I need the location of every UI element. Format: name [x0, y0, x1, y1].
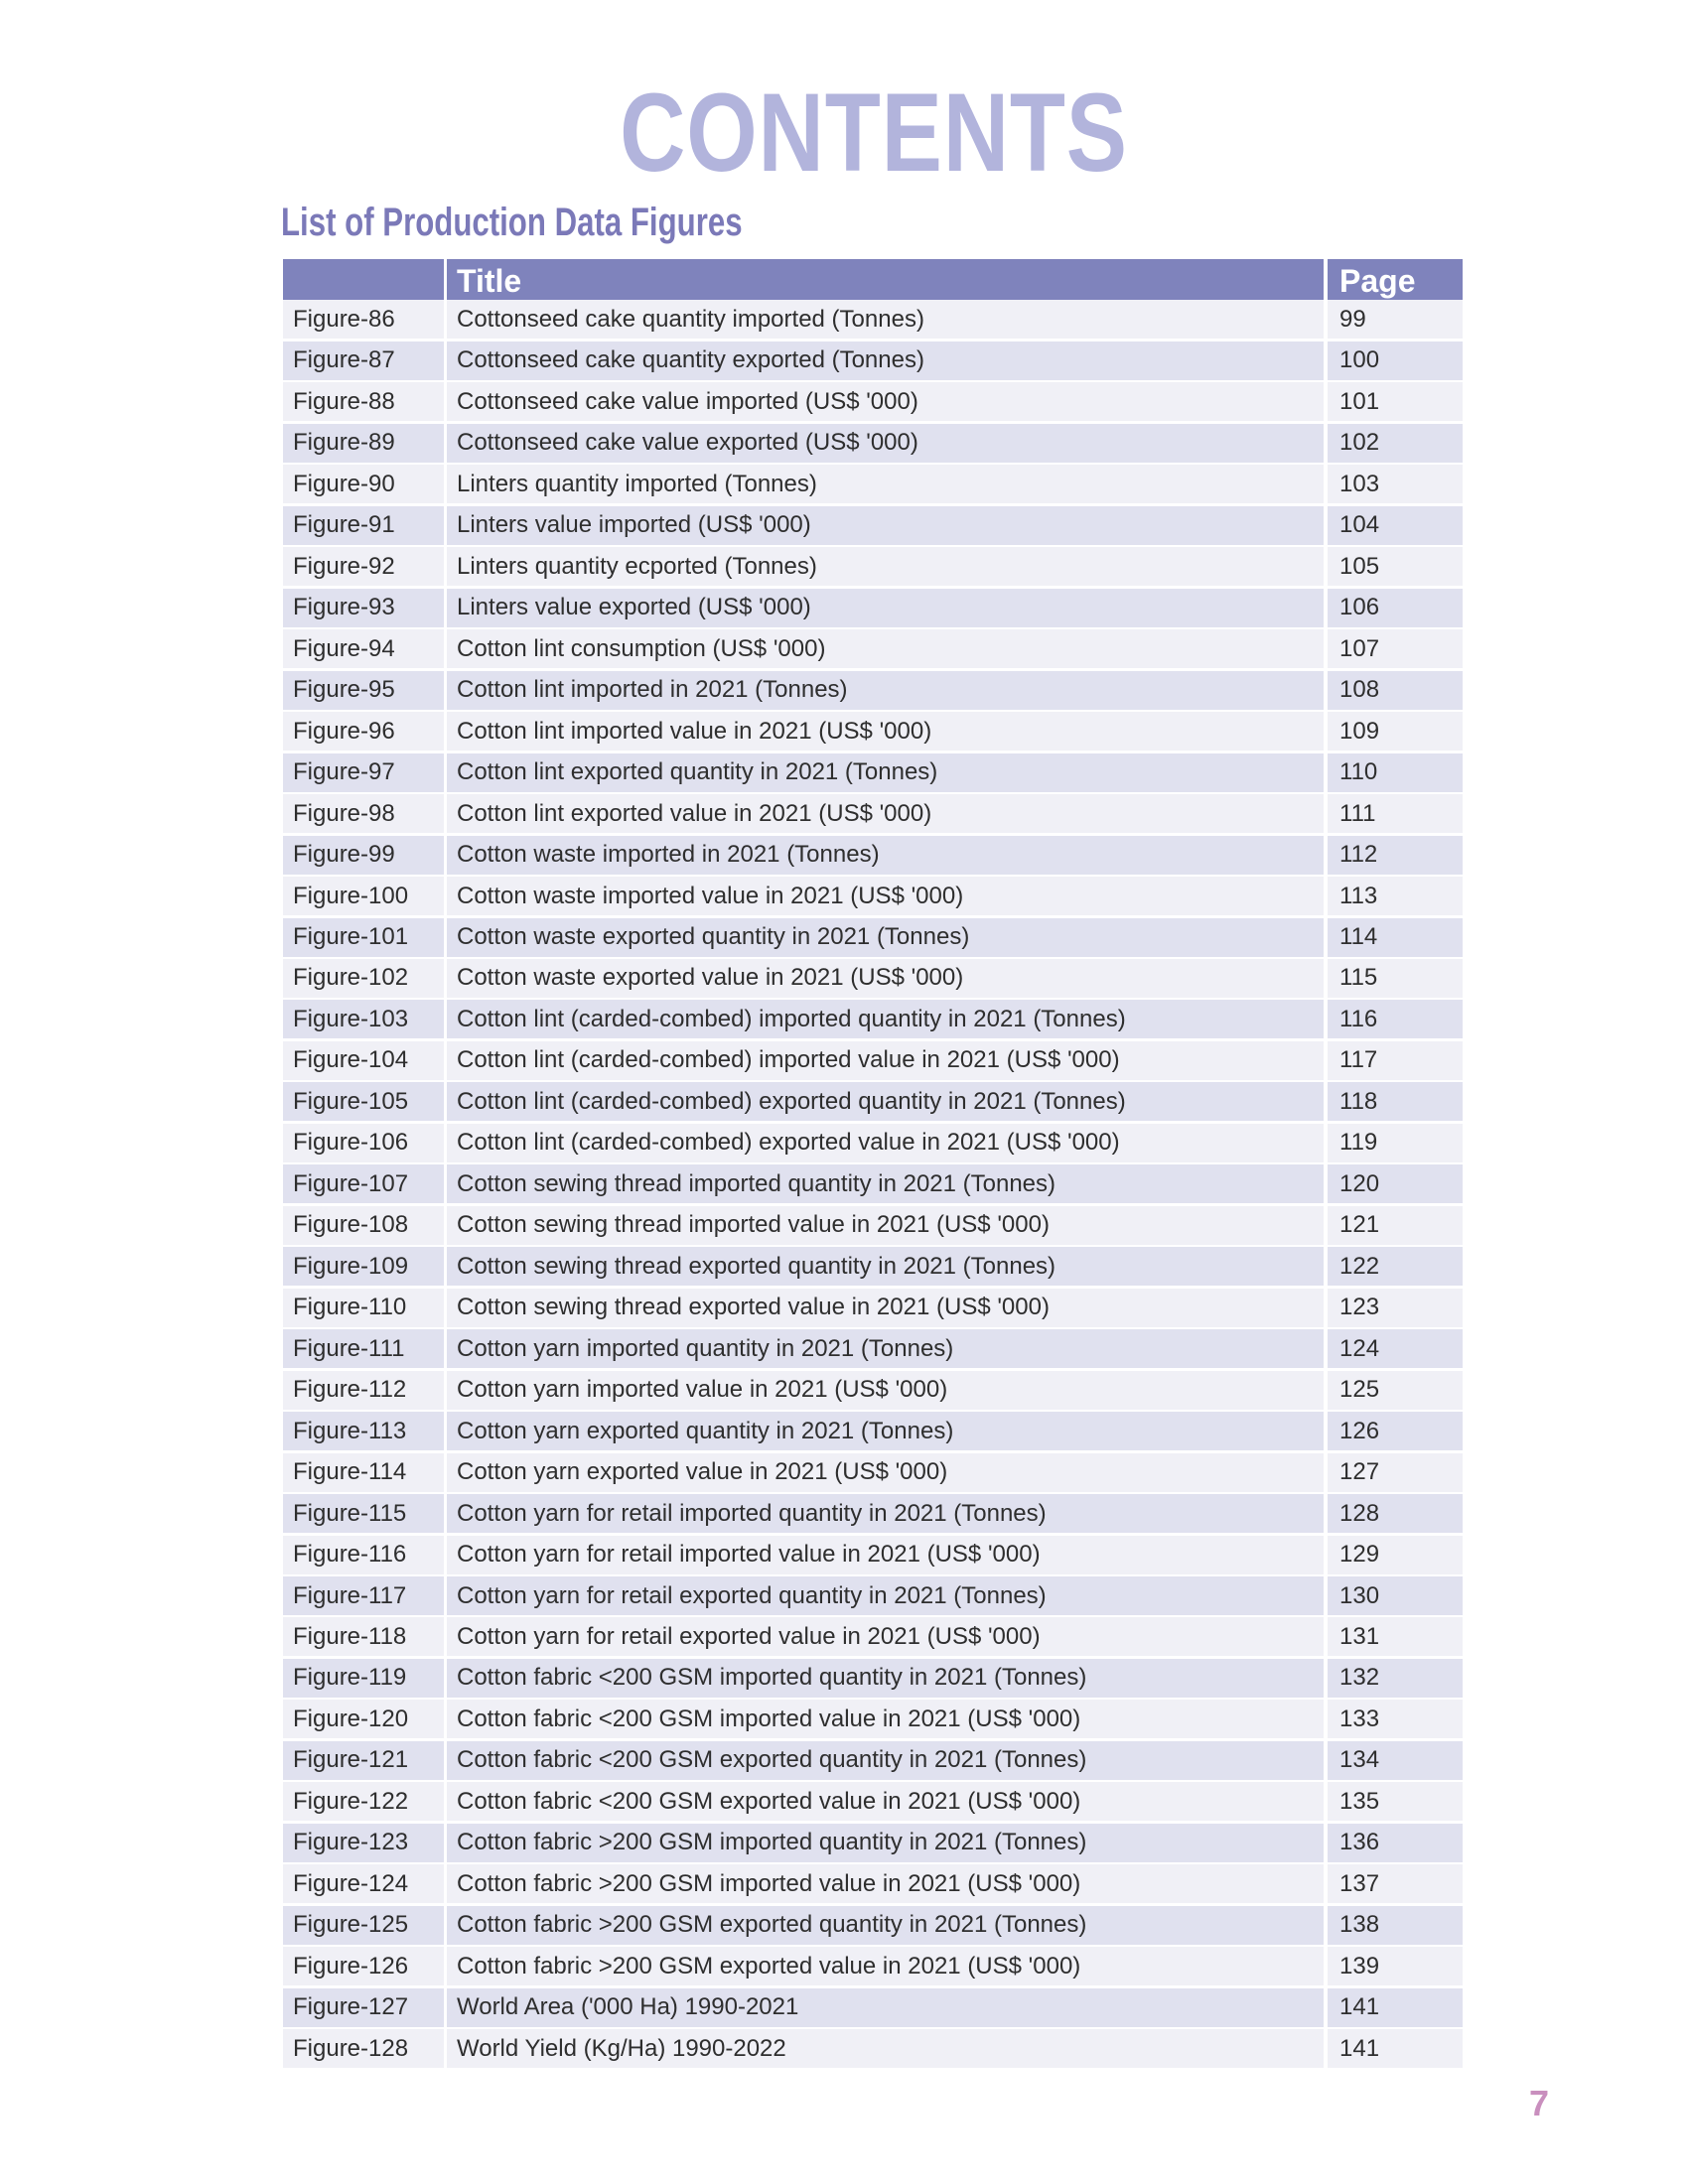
figure-page: 112 — [1328, 836, 1463, 875]
figure-page: 139 — [1328, 1947, 1463, 1985]
figure-page: 119 — [1328, 1124, 1463, 1162]
figure-number: Figure-125 — [283, 1906, 444, 1945]
figure-title: Cotton fabric >200 GSM exported value in 2021 (US$ '000) — [447, 1947, 1324, 1985]
figure-number: Figure-102 — [283, 959, 444, 998]
figure-number: Figure-124 — [283, 1864, 444, 1903]
figure-title: Cottonseed cake quantity exported (Tonnes) — [447, 341, 1324, 380]
figure-page: 115 — [1328, 959, 1463, 998]
figure-title: Cotton yarn imported value in 2021 (US$ '000) — [447, 1371, 1324, 1410]
figure-page: 133 — [1328, 1700, 1463, 1738]
figure-number: Figure-126 — [283, 1947, 444, 1985]
figure-page: 125 — [1328, 1371, 1463, 1410]
figure-page: 104 — [1328, 506, 1463, 545]
figure-number: Figure-87 — [283, 341, 444, 380]
figure-number: Figure-89 — [283, 424, 444, 463]
figure-number: Figure-92 — [283, 547, 444, 586]
figure-number: Figure-97 — [283, 753, 444, 792]
figure-page: 130 — [1328, 1576, 1463, 1615]
figure-number: Figure-103 — [283, 1000, 444, 1038]
figure-page: 131 — [1328, 1617, 1463, 1656]
figure-page: 123 — [1328, 1289, 1463, 1327]
figure-title: Cotton lint imported in 2021 (Tonnes) — [447, 671, 1324, 710]
figure-title: Cotton lint exported value in 2021 (US$ '000) — [447, 794, 1324, 833]
figure-page: 107 — [1328, 629, 1463, 668]
figure-title: Cotton fabric <200 GSM imported quantity in 2021 (Tonnes) — [447, 1659, 1324, 1698]
figure-title: Cotton fabric >200 GSM exported quantity in 2021 (Tonnes) — [447, 1906, 1324, 1945]
figure-number: Figure-93 — [283, 589, 444, 627]
figure-number: Figure-86 — [283, 300, 444, 339]
figure-title: Cottonseed cake value imported (US$ '000) — [447, 382, 1324, 421]
figure-title: Cotton fabric >200 GSM imported quantity in 2021 (Tonnes) — [447, 1824, 1324, 1862]
figure-number: Figure-121 — [283, 1741, 444, 1780]
figure-number: Figure-108 — [283, 1206, 444, 1245]
figure-number: Figure-120 — [283, 1700, 444, 1738]
figure-title: Cotton sewing thread imported value in 2021 (US$ '000) — [447, 1206, 1324, 1245]
figure-number: Figure-107 — [283, 1164, 444, 1203]
figure-title: Cotton yarn exported value in 2021 (US$ '000) — [447, 1453, 1324, 1492]
figure-number: Figure-127 — [283, 1988, 444, 2027]
figure-title: Linters quantity imported (Tonnes) — [447, 465, 1324, 503]
figure-title: Cotton waste imported value in 2021 (US$ '000) — [447, 877, 1324, 915]
figure-number: Figure-95 — [283, 671, 444, 710]
figure-title: Linters value exported (US$ '000) — [447, 589, 1324, 627]
figure-number: Figure-117 — [283, 1576, 444, 1615]
figure-title: Cotton lint (carded-combed) imported value in 2021 (US$ '000) — [447, 1041, 1324, 1080]
figure-title: Cotton yarn for retail exported quantity in 2021 (Tonnes) — [447, 1576, 1324, 1615]
figure-number: Figure-111 — [283, 1329, 444, 1368]
figure-number: Figure-114 — [283, 1453, 444, 1492]
figure-page: 134 — [1328, 1741, 1463, 1780]
figure-number: Figure-96 — [283, 712, 444, 751]
figure-page: 128 — [1328, 1494, 1463, 1533]
figure-title: Cotton lint (carded-combed) imported quantity in 2021 (Tonnes) — [447, 1000, 1324, 1038]
figure-page: 141 — [1328, 2029, 1463, 2068]
figure-page: 138 — [1328, 1906, 1463, 1945]
figure-number: Figure-116 — [283, 1536, 444, 1574]
figure-page: 135 — [1328, 1782, 1463, 1821]
figure-page: 114 — [1328, 918, 1463, 957]
figure-title: World Area ('000 Ha) 1990-2021 — [447, 1988, 1324, 2027]
figure-title: Cotton lint (carded-combed) exported value in 2021 (US$ '000) — [447, 1124, 1324, 1162]
figure-number: Figure-113 — [283, 1412, 444, 1450]
figure-page: 113 — [1328, 877, 1463, 915]
figure-page: 116 — [1328, 1000, 1463, 1038]
figure-number: Figure-94 — [283, 629, 444, 668]
figure-title: Cotton fabric <200 GSM exported quantity in 2021 (Tonnes) — [447, 1741, 1324, 1780]
figure-title: Linters quantity ecported (Tonnes) — [447, 547, 1324, 586]
figure-page: 101 — [1328, 382, 1463, 421]
figure-number: Figure-98 — [283, 794, 444, 833]
figure-title: Cotton fabric <200 GSM exported value in 2021 (US$ '000) — [447, 1782, 1324, 1821]
figure-title: Cotton fabric >200 GSM imported value in 2021 (US$ '000) — [447, 1864, 1324, 1903]
figure-title: Cotton yarn for retail imported quantity in 2021 (Tonnes) — [447, 1494, 1324, 1533]
figure-page: 106 — [1328, 589, 1463, 627]
figure-page: 129 — [1328, 1536, 1463, 1574]
figure-page: 99 — [1328, 300, 1463, 339]
figure-title: Cotton sewing thread exported quantity in 2021 (Tonnes) — [447, 1247, 1324, 1286]
header-title: Title — [447, 259, 1324, 304]
figure-number: Figure-122 — [283, 1782, 444, 1821]
figure-title: Cotton waste imported in 2021 (Tonnes) — [447, 836, 1324, 875]
figure-title: Cottonseed cake value exported (US$ '000) — [447, 424, 1324, 463]
figure-number: Figure-109 — [283, 1247, 444, 1286]
figure-title: Cotton fabric <200 GSM imported value in 2021 (US$ '000) — [447, 1700, 1324, 1738]
figure-title: Cotton lint consumption (US$ '000) — [447, 629, 1324, 668]
figure-number: Figure-101 — [283, 918, 444, 957]
header-page: Page — [1328, 259, 1463, 304]
figure-page: 102 — [1328, 424, 1463, 463]
figure-title: Cotton lint exported quantity in 2021 (Tonnes) — [447, 753, 1324, 792]
figure-title: Cotton lint (carded-combed) exported quantity in 2021 (Tonnes) — [447, 1082, 1324, 1121]
figure-number: Figure-123 — [283, 1824, 444, 1862]
figure-page: 122 — [1328, 1247, 1463, 1286]
page-number: 7 — [1529, 2083, 1550, 2123]
figure-number: Figure-88 — [283, 382, 444, 421]
figure-title: Cotton lint imported value in 2021 (US$ '000) — [447, 712, 1324, 751]
figure-page: 111 — [1328, 794, 1463, 833]
figure-number: Figure-105 — [283, 1082, 444, 1121]
figure-page: 105 — [1328, 547, 1463, 586]
figure-title: Cottonseed cake quantity imported (Tonnes) — [447, 300, 1324, 339]
figure-title: Cotton waste exported quantity in 2021 (Tonnes) — [447, 918, 1324, 957]
figure-title: Cotton sewing thread imported quantity in 2021 (Tonnes) — [447, 1164, 1324, 1203]
figure-page: 121 — [1328, 1206, 1463, 1245]
figure-number: Figure-106 — [283, 1124, 444, 1162]
figure-number: Figure-110 — [283, 1289, 444, 1327]
figure-page: 109 — [1328, 712, 1463, 751]
figure-title: Cotton yarn for retail imported value in 2021 (US$ '000) — [447, 1536, 1324, 1574]
header-figure — [283, 259, 444, 304]
figure-title: Cotton sewing thread exported value in 2021 (US$ '000) — [447, 1289, 1324, 1327]
figure-page: 110 — [1328, 753, 1463, 792]
figure-page: 141 — [1328, 1988, 1463, 2027]
figure-page: 108 — [1328, 671, 1463, 710]
figure-number: Figure-90 — [283, 465, 444, 503]
figure-number: Figure-119 — [283, 1659, 444, 1698]
figure-number: Figure-128 — [283, 2029, 444, 2068]
figure-number: Figure-104 — [283, 1041, 444, 1080]
figure-page: 100 — [1328, 341, 1463, 380]
figure-page: 120 — [1328, 1164, 1463, 1203]
figure-page: 118 — [1328, 1082, 1463, 1121]
figure-page: 124 — [1328, 1329, 1463, 1368]
figure-title: Cotton waste exported value in 2021 (US$ '000) — [447, 959, 1324, 998]
figure-page: 103 — [1328, 465, 1463, 503]
figure-title: Cotton yarn exported quantity in 2021 (Tonnes) — [447, 1412, 1324, 1450]
figure-number: Figure-112 — [283, 1371, 444, 1410]
figures-table — [283, 259, 1463, 2068]
figure-page: 137 — [1328, 1864, 1463, 1903]
page-heading: CONTENTS — [620, 70, 1128, 195]
figure-number: Figure-99 — [283, 836, 444, 875]
figure-page: 127 — [1328, 1453, 1463, 1492]
figure-title: Cotton yarn imported quantity in 2021 (Tonnes) — [447, 1329, 1324, 1368]
section-subheading: List of Production Data Figures — [281, 201, 743, 244]
figure-title: World Yield (Kg/Ha) 1990-2022 — [447, 2029, 1324, 2068]
figure-page: 126 — [1328, 1412, 1463, 1450]
figure-number: Figure-91 — [283, 506, 444, 545]
figure-number: Figure-100 — [283, 877, 444, 915]
figure-number: Figure-118 — [283, 1617, 444, 1656]
figure-page: 117 — [1328, 1041, 1463, 1080]
figure-page: 132 — [1328, 1659, 1463, 1698]
figure-page: 136 — [1328, 1824, 1463, 1862]
figure-number: Figure-115 — [283, 1494, 444, 1533]
figure-title: Linters value imported (US$ '000) — [447, 506, 1324, 545]
figure-title: Cotton yarn for retail exported value in 2021 (US$ '000) — [447, 1617, 1324, 1656]
